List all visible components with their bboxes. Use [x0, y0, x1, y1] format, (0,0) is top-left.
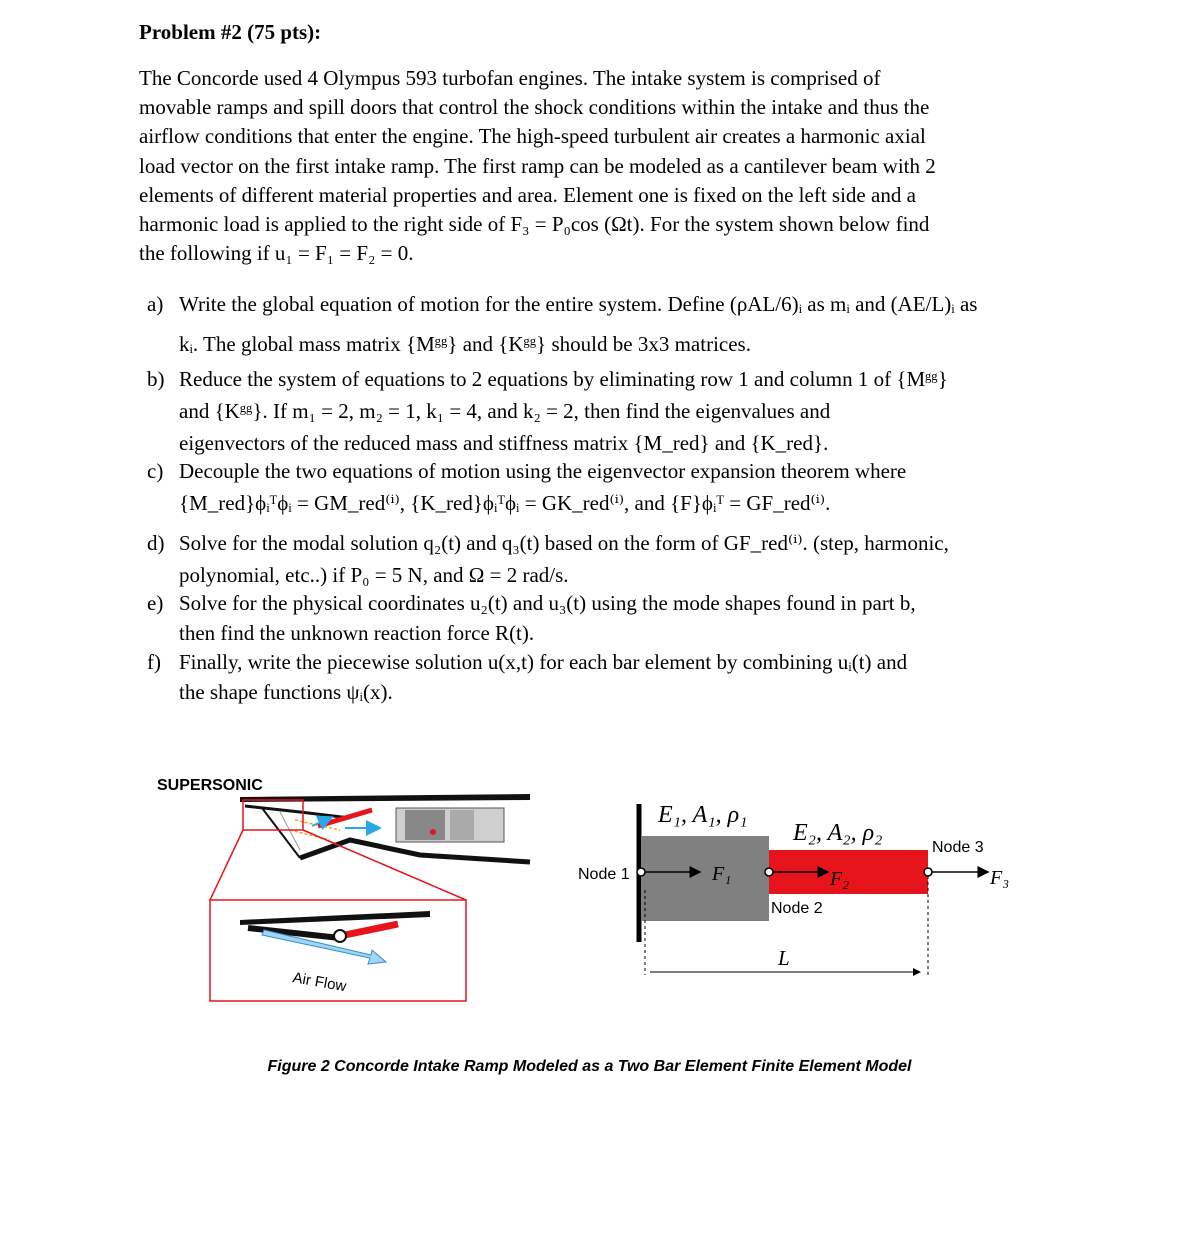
intake-strut [262, 808, 300, 858]
engine-marker [430, 829, 436, 835]
part-line: Finally, write the piecewise solution u(x,t) for each bar element by combining uᵢ(t) and [179, 650, 908, 674]
caption-text: Figure 2 Concorde Intake Ramp Modeled as a Two Bar Element Finite Element Model [267, 1058, 912, 1075]
part-line: Reduce the system of equations to 2 equations by eliminating row 1 and column 1 of {Mᵍᵍ} [179, 367, 948, 391]
part-f [147, 647, 907, 707]
length-label: L [778, 946, 790, 970]
intro-line: elements of different material properties and area. Element one is fixed on the left side and a [139, 182, 916, 207]
part-line: the shape functions ψᵢ(x). [179, 680, 393, 704]
engine-compressor-stage [450, 810, 474, 840]
part-label: d) [147, 531, 165, 555]
zoom-ramp-red [340, 924, 398, 936]
part-line: Write the global equation of motion for the entire system. Define (ρAL/6)ᵢ as mᵢ and (AE/L)ᵢ as [179, 292, 978, 316]
part-line: kᵢ. The global mass matrix {Mᵍᵍ} and {Kᵍᵍ} should be 3x3 matrices. [179, 332, 751, 356]
fe-model [578, 802, 1009, 975]
intake-upper-wall [240, 794, 530, 802]
part-line: eigenvectors of the reduced mass and stiffness matrix {M_red} and {K_red}. [179, 431, 829, 455]
part-line: polynomial, etc..) if P₀ = 5 N, and Ω = 2 rad/s. [179, 563, 569, 587]
element-2-label: E₂, A₂, ρ₂ [793, 820, 883, 846]
part-b [147, 364, 948, 458]
figure [0, 760, 1179, 1100]
part-label: f) [147, 650, 161, 674]
node-3-label: Node 3 [932, 839, 984, 856]
part-label: a) [147, 292, 164, 316]
problem-intro [139, 64, 1039, 268]
part-line: {M_red}ϕᵢᵀϕᵢ = GM_red⁽ⁱ⁾, {K_red}ϕᵢᵀϕᵢ = GK_red⁽ⁱ⁾, and {F}ϕᵢᵀ = GF_red⁽ⁱ⁾. [179, 491, 831, 515]
zoom-ramp-wall [240, 911, 430, 925]
part-label: e) [147, 591, 164, 615]
part-e [147, 588, 916, 648]
zoom-hinge [334, 930, 346, 942]
node-3 [924, 868, 932, 876]
supersonic-label: SUPERSONIC [157, 777, 263, 794]
zoom-box [243, 800, 303, 830]
node-2 [765, 868, 773, 876]
intro-line: load vector on the first intake ramp. The first ramp can be modeled as a cantilever beam with 2 [139, 153, 936, 178]
intro-line: the following if u₁ = F₁ = F₂ = 0. [139, 241, 414, 266]
intro-line: airflow conditions that enter the engine. The high-speed turbulent air creates a harmonic axial [139, 124, 926, 149]
part-a [147, 289, 977, 359]
air-flow-label: Air Flow [291, 969, 348, 996]
intake-ramp-line [245, 806, 350, 818]
node-1-label: Node 1 [578, 866, 630, 883]
zoom-line [210, 830, 243, 900]
part-line: Decouple the two equations of motion using the eigenvector expansion theorem where [179, 459, 907, 483]
part-line: and {Kᵍᵍ}. If m₁ = 2, m₂ = 1, k₁ = 4, and k₂ = 2, then find the eigenvalues and [179, 399, 831, 423]
force-f2-label: F₂ [830, 868, 850, 890]
intro-line: The Concorde used 4 Olympus 593 turbofan engines. The intake system is comprised of [139, 66, 881, 90]
intro-line: movable ramps and spill doors that control the shock conditions within the intake and thus the [139, 95, 930, 120]
engine-intake-illustration [157, 777, 530, 1001]
node-1 [637, 868, 645, 876]
node-2-label: Node 2 [771, 900, 823, 917]
problem-title: Problem #2 (75 pts): [139, 20, 322, 44]
figure-caption [0, 1058, 1179, 1076]
ramp-red-segment [318, 810, 372, 826]
engine-compressor-stage [405, 810, 445, 840]
force-f3-label: F₃ [990, 867, 1010, 889]
part-d [147, 528, 949, 590]
element-1-label: E₁, A₁, ρ₁ [658, 802, 748, 828]
part-line: Solve for the physical coordinates u₂(t) and u₃(t) using the mode shapes found in part b, [179, 591, 916, 615]
part-label: c) [147, 459, 164, 483]
part-label: b) [147, 367, 165, 391]
force-f1-label: F₁ [712, 863, 732, 885]
intro-line: harmonic load is applied to the right side of F₃ = P₀cos (Ωt). For the system shown below find [139, 212, 930, 237]
element-1 [641, 836, 769, 921]
part-line: Solve for the modal solution q₂(t) and q₃(t) based on the form of GF_red⁽ⁱ⁾. (step, harmonic, [179, 531, 949, 555]
part-c [147, 456, 906, 518]
part-line: then find the unknown reaction force R(t). [179, 621, 535, 645]
